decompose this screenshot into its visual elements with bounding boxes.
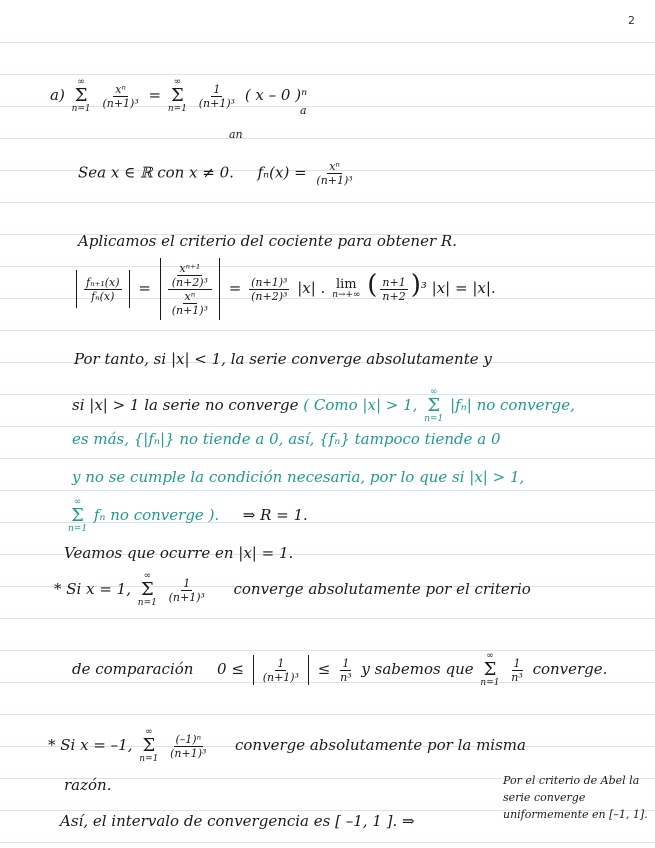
line-sum-no: ∞ Σ n=1 fₙ no converge ). ⇒ R = 1. [68, 497, 308, 534]
part-label: a) [50, 86, 65, 104]
page-number: 2 [628, 14, 635, 27]
line-sea: Sea x ∈ ℝ con x ≠ 0. fₙ(x) = $\frac{\text{xⁿ}}{\text{(n+1)³}}$ [78, 160, 353, 187]
line-asi: Así, el intervalo de convergencia es [ –1, 1 ]. ⇒ [60, 812, 415, 830]
line-bullet-2: * Si x = –1, ∞ Σ n=1 $\frac{\text{(–1)ⁿ}}{\text{(n+1)³}}$ converge absolutamente por la misma [48, 727, 526, 764]
label-a: a [300, 104, 307, 117]
line-es-mas: es más, {|fₙ|} no tiende a 0, así, {fₙ} tampoco tiende a 0 [72, 430, 501, 448]
line-veamos: Veamos que ocurre en |x| = 1. [64, 544, 294, 562]
label-an: an [229, 128, 243, 141]
line-razon: razón. [64, 776, 112, 794]
sum-symbol: ∞ Σ n=1 [71, 77, 91, 114]
line-aplicamos: Aplicamos el criterio del cociente para obtener R. [78, 232, 457, 250]
fraction: $\frac{\text{xⁿ}}{\text{(n+1)³}}$ [102, 82, 139, 110]
line-por-tanto: Por tanto, si |x| < 1, la serie converge absolutamente y [74, 350, 492, 368]
line-bullet-1: * Si x = 1, ∞ Σ n=1 $\frac{1}{\text{(n+1)³}}$ converge absolutamente por el criterio [54, 571, 531, 608]
line-comparacion: de comparación 0 ≤ $\frac{1}{\text{(n+1)³}}$ ≤ $\frac{1}{\text{n³}}$ y sabemos que ∞ Σ n=1 $\frac{1}{\text{n³}}$ converge. [72, 651, 608, 688]
line-y-no: y no se cumple la condición necesaria, por lo que si |x| > 1, [72, 468, 525, 486]
line-si: si |x| > 1 la serie no converge ( Como |x| > 1, ∞ Σ n=1 |fₙ| no converge, [72, 387, 575, 424]
line-ratio: $\frac{\text{fₙ₊₁(x)}}{\text{fₙ(x)}}$ = $\frac{\frac{\text{xⁿ⁺¹}}{\text{(n+2)³}}}{\frac{\text{xⁿ}}{\text{(n+1)³}}}$ = $\frac{\text{(n+1)³}}{\text{(n+2)³}}$ |x| . lim n→+∞ ( $\frac{n+1}{n+2}$ )³ |x| = |x|. [72, 258, 496, 320]
sum-symbol: ∞ Σ n=1 [167, 77, 187, 114]
factor: ( x – 0 )ⁿ [244, 86, 308, 104]
fraction: $\frac{1}{\text{(n+1)³}}$ [198, 82, 236, 110]
side-note: Por el criterio de Abel la serie converge uniformemente en [–1, 1]. [503, 774, 648, 821]
line-a: a) ∞ Σ n=1 $\frac{\text{xⁿ}}{\text{(n+1)³}}$ = ∞ Σ n=1 $\frac{1}{\text{(n+1)³}}$ ( x – 0 )ⁿ [50, 77, 308, 114]
